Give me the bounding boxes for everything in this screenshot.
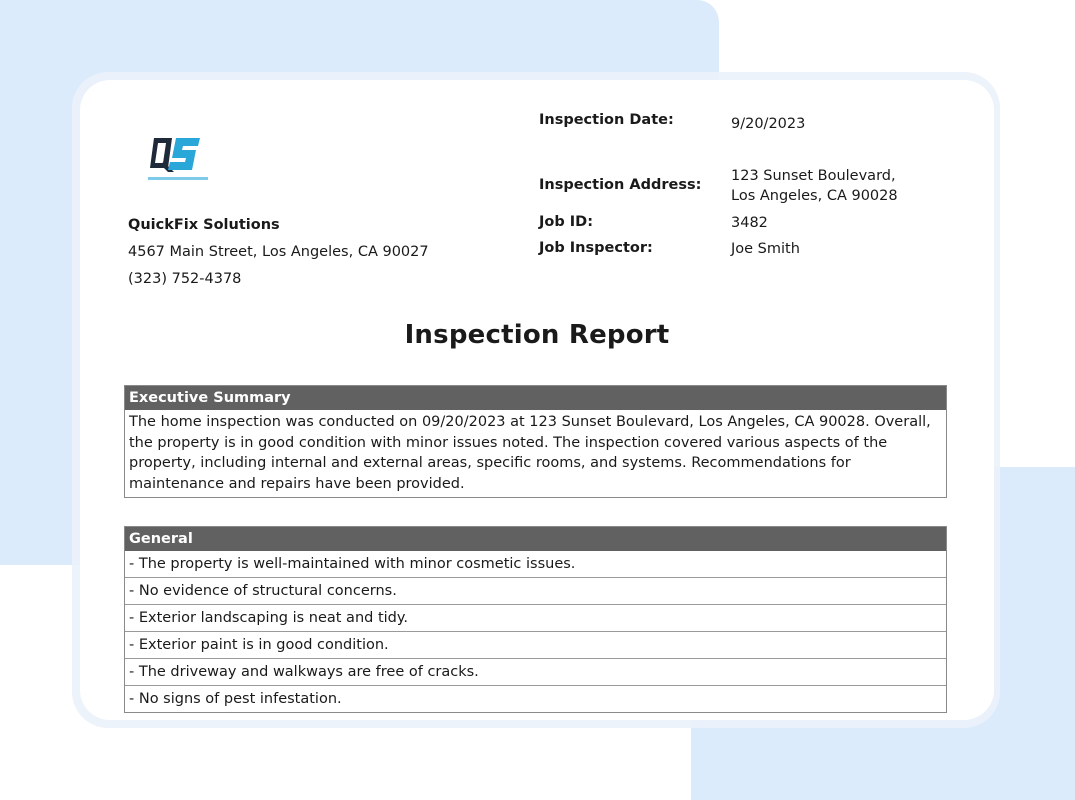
company-logo xyxy=(148,134,208,182)
executive-summary-header: Executive Summary xyxy=(125,386,946,410)
company-phone: (323) 752-4378 xyxy=(128,271,242,287)
general-header: General xyxy=(125,527,946,551)
company-info xyxy=(128,212,429,293)
executive-summary-section xyxy=(124,385,947,498)
list-item: - The property is well-maintained with minor cosmetic issues. xyxy=(129,556,576,572)
company-logo-icon xyxy=(148,134,208,178)
company-address: 4567 Main Street, Los Angeles, CA 90027 xyxy=(128,244,429,260)
inspection-address-label: Inspection Address: xyxy=(539,177,702,193)
list-item: - Exterior paint is in good condition. xyxy=(125,631,946,658)
job-id-value: 3482 xyxy=(731,215,768,231)
logo-tagline-bar xyxy=(148,177,208,180)
inspection-address-line2: Los Angeles, CA 90028 xyxy=(731,188,898,204)
report-title: Inspection Report xyxy=(404,320,670,350)
job-inspector-label: Job Inspector: xyxy=(539,240,653,256)
company-name: QuickFix Solutions xyxy=(128,217,280,233)
list-item: - No signs of pest infestation. xyxy=(125,685,946,712)
job-id-label: Job ID: xyxy=(539,214,594,230)
executive-summary-text: The home inspection was conducted on 09/20/2023 at 123 Sunset Boulevard, Los Angeles, CA 90028. Overall, the property is in good condition with minor issues noted. The inspection covered various aspects of the property, including internal and external areas, specific rooms, and systems. Recommendations for maintenance and repairs have been provided. xyxy=(129,414,931,492)
general-section xyxy=(124,526,947,713)
inspection-date-label: Inspection Date: xyxy=(539,112,674,128)
general-list xyxy=(125,551,946,712)
list-item: - No evidence of structural concerns. xyxy=(125,577,946,604)
job-inspector-value: Joe Smith xyxy=(731,241,800,257)
report-card xyxy=(80,80,994,720)
inspection-address-line1: 123 Sunset Boulevard, xyxy=(731,168,896,184)
list-item: - The driveway and walkways are free of cracks. xyxy=(125,658,946,685)
list-item: - Exterior landscaping is neat and tidy. xyxy=(125,604,946,631)
inspection-date-value: 9/20/2023 xyxy=(731,116,806,132)
inspection-address-value xyxy=(731,166,898,206)
